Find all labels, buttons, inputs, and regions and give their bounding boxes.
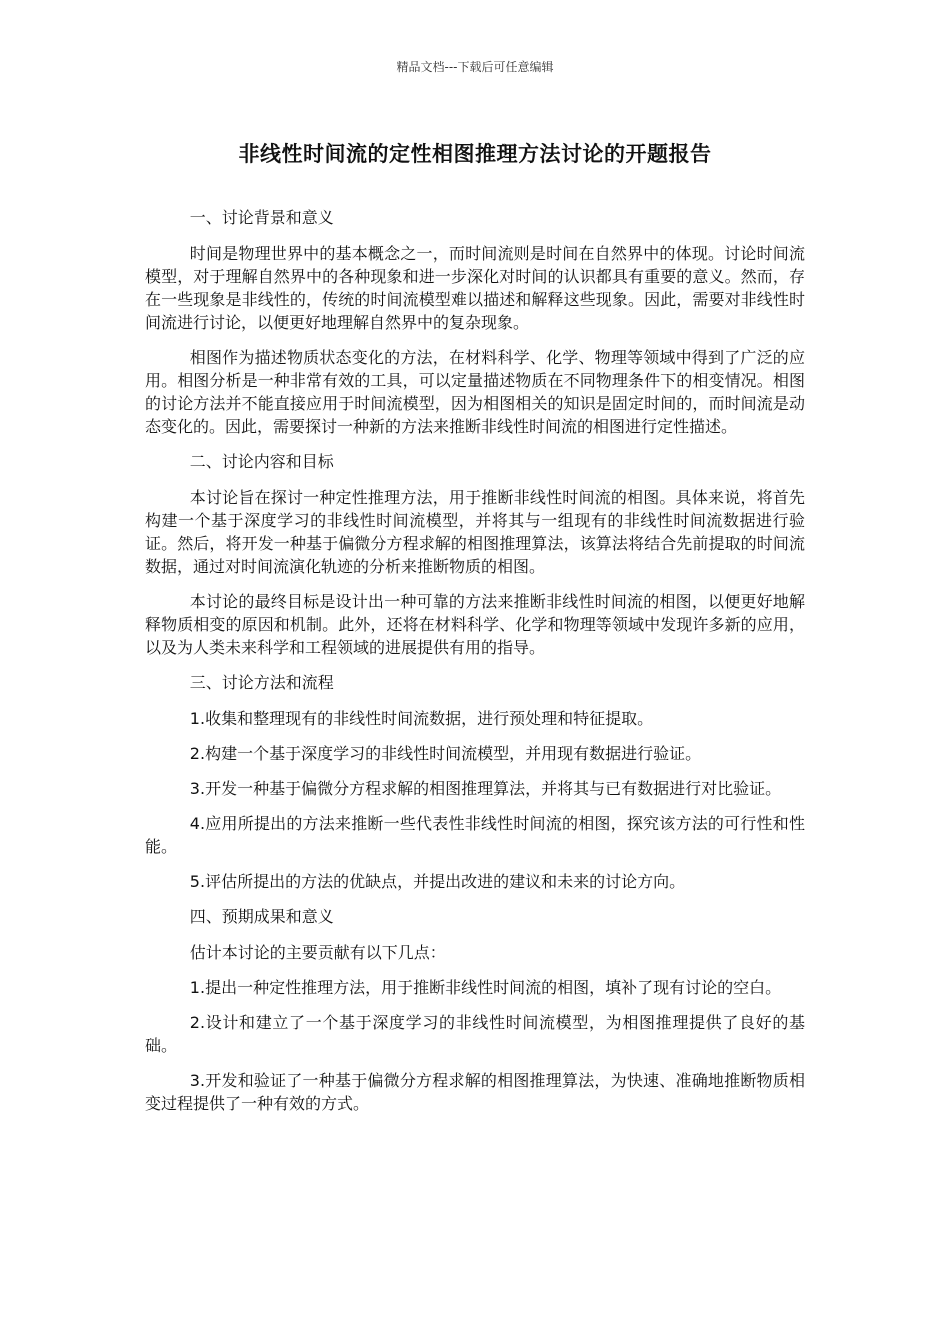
document-body [145,206,805,1127]
paragraph: 本讨论旨在探讨一种定性推理方法，用于推断非线性时间流的相图。具体来说，将首先构建一个基于深度学习的非线性时间流模型，并将其与一组现有的非线性时间流数据进行验证。然后，将开发一种基于偏微分方程求解的相图推理算法，该算法将结合先前提取的时间流数据，通过对时间流演化轨迹的分析来推断物质的相图。 [145,488,805,576]
paragraph: 估计本讨论的主要贡献有以下几点： [189,943,446,962]
list-item: 3.开发和验证了一种基于偏微分方程求解的相图推理算法，为快速、准确地推断物质相变过程提供了一种有效的方式。 [145,1071,805,1113]
list-item: 1.提出一种定性推理方法，用于推断非线性时间流的相图，填补了现有讨论的空白。 [189,978,782,997]
paragraph: 本讨论的最终目标是设计出一种可靠的方法来推断非线性时间流的相图，以便更好地解释物质相变的原因和机制。此外，还将在材料科学、化学和物理等领域中发现许多新的应用，以及为人类未来科学和工程领域的进展提供有用的指导。 [145,592,805,657]
list-item: 4.应用所提出的方法来推断一些代表性非线性时间流的相图，探究该方法的可行性和性能。 [145,814,805,856]
paragraph: 时间是物理世界中的基本概念之一，而时间流则是时间在自然界中的体现。讨论时间流模型，对于理解自然界中的各种现象和进一步深化对时间的认识都具有重要的意义。然而，存在一些现象是非线性的，传统的时间流模型难以描述和解释这些现象。因此，需要对非线性时间流进行讨论，以便更好地理解自然界中的复杂现象。 [145,244,805,332]
section-heading: 二、讨论内容和目标 [189,452,334,471]
section-heading: 四、预期成果和意义 [189,907,334,926]
document-title: 非线性时间流的定性相图推理方法讨论的开题报告 [238,142,712,166]
section-heading: 一、讨论背景和意义 [189,208,334,227]
list-item: 1.收集和整理现有的非线性时间流数据，进行预处理和特征提取。 [189,709,654,728]
list-item: 2.设计和建立了一个基于深度学习的非线性时间流模型，为相图推理提供了良好的基础。 [145,1013,805,1055]
list-item: 3.开发一种基于偏微分方程求解的相图推理算法，并将其与已有数据进行对比验证。 [189,779,782,798]
list-item: 2.构建一个基于深度学习的非线性时间流模型，并用现有数据进行验证。 [189,744,702,763]
paragraph: 相图作为描述物质状态变化的方法，在材料科学、化学、物理等领域中得到了广泛的应用。相图分析是一种非常有效的工具，可以定量描述物质在不同物理条件下的相变情况。相图的讨论方法并不能直接应用于时间流模型，因为相图相关的知识是固定时间的，而时间流是动态变化的。因此，需要探讨一种新的方法来推断非线性时间流的相图进行定性描述。 [145,348,805,436]
page-header: 精品文档---下载后可任意编辑 [396,60,554,74]
section-heading: 三、讨论方法和流程 [189,673,334,692]
list-item: 5.评估所提出的方法的优缺点，并提出改进的建议和未来的讨论方向。 [189,872,686,891]
